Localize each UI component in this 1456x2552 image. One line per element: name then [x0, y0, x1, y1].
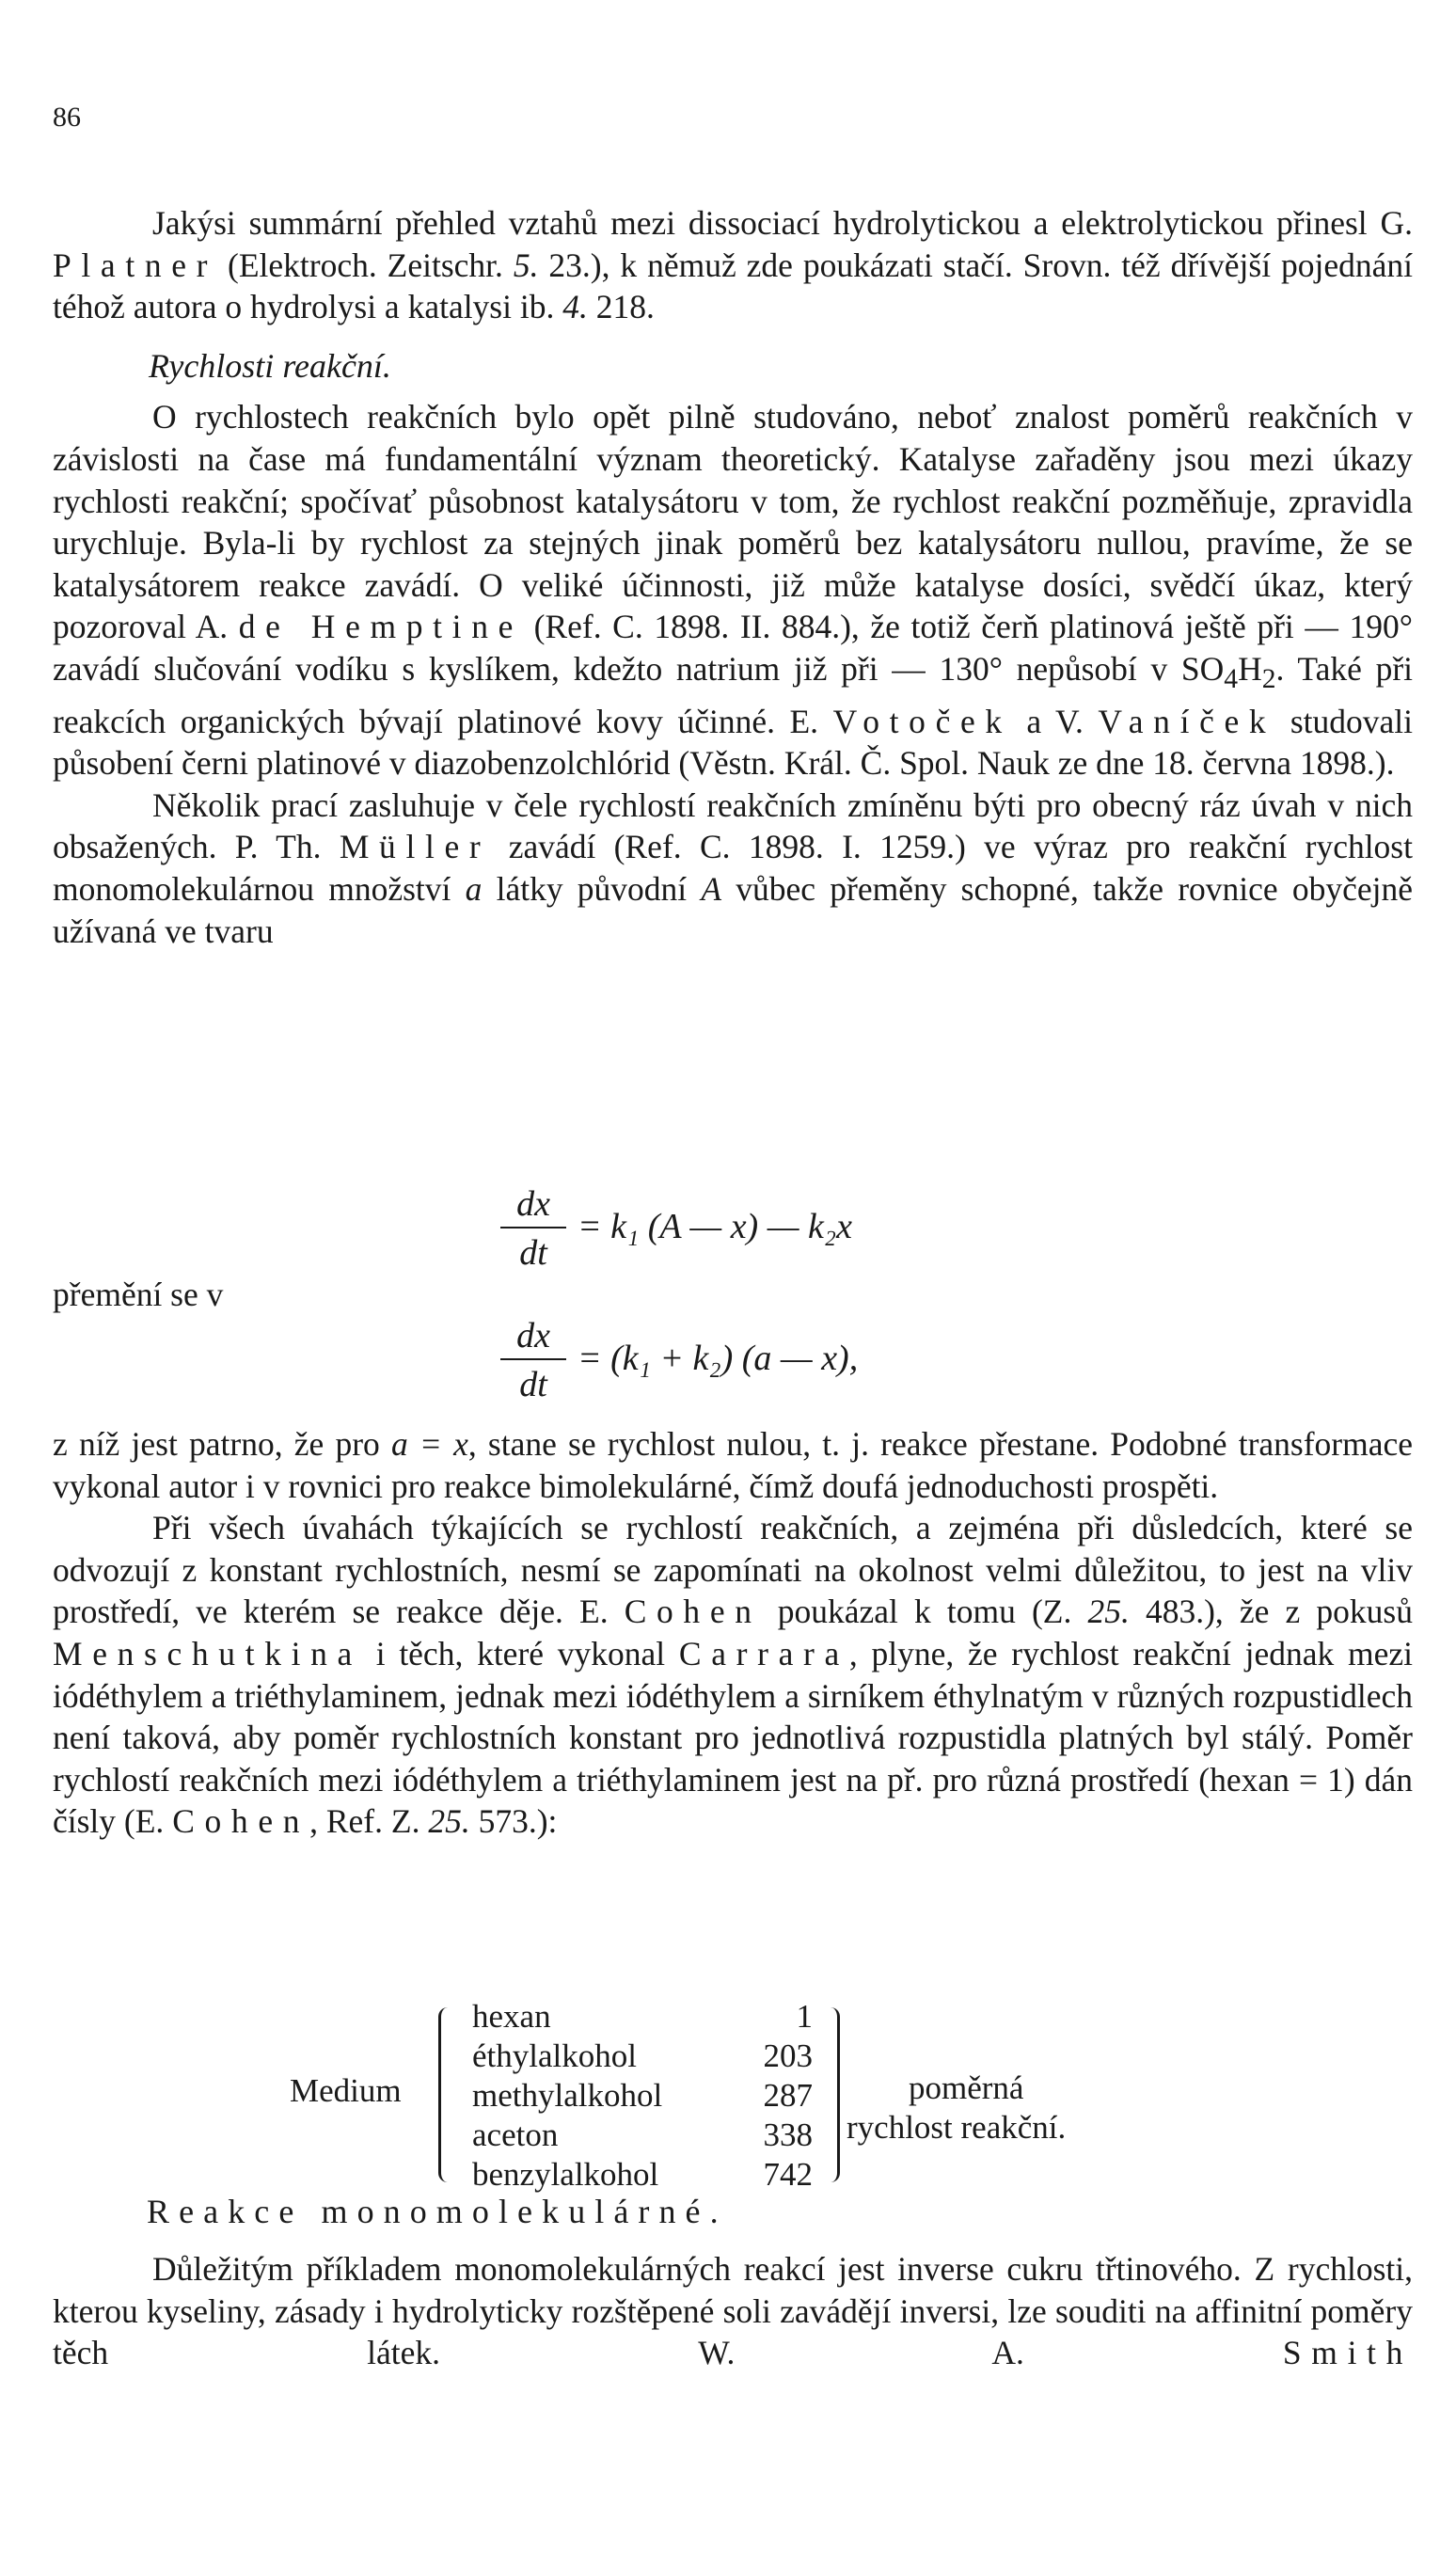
table-right-label-1: poměrná: [909, 2069, 1024, 2106]
formula-h: H: [1238, 649, 1262, 688]
p5-text-6: , Ref. Z.: [309, 1802, 429, 1841]
table-row-value: 1: [796, 1998, 813, 2035]
left-brace: [438, 2007, 454, 2182]
p1-text-3: 23.), k němuž zde poukázati stačí. Srovn. též dřívější pojednání téhož autora o hydrolysi a katalysi ib.: [53, 246, 1413, 326]
eq2-denominator: dt: [519, 1365, 547, 1404]
p3-text: Několik prací zasluhuje v čele rychlostí reakčních zmíněnu býti pro obecný ráz úvah v nich obsažených. P. Th.: [53, 785, 1413, 866]
p5-text-2: poukázal k tomu (Z.: [761, 1593, 1088, 1631]
author-votocek: Votoček: [832, 702, 1012, 740]
p5-text-3: 483.), že z pokusů: [1129, 1593, 1413, 1631]
p2-text: O rychlostech reakčních bylo opět pilně studováno, neboť znalost poměrů reakčních v závislosti na čase má fundamentální význam theoretický. Katalyse zařaděny jsou mezi úkazy rychlosti reakční; spočívať působnost katalysátoru v tom, že rychlost reakční pozměňuje, zpravidla urychluje. Byla-li by rychlost za stejných jinak poměrů bez katalysátoru nullou, pravíme, že se katalysátorem reakce zavádí. O veliké účinnosti, již může katalyse dosíci, svědčí úkaz, který pozoroval A.: [53, 398, 1413, 646]
table-row-name: éthylalkohol: [472, 2037, 637, 2074]
fraction-bar: [500, 1227, 566, 1228]
paragraph-5: [53, 1507, 1413, 1843]
volume-number: 5.: [513, 246, 539, 284]
p4-text-2: , stane se rychlost nulou, t. j. reakce přestane. Podobné transformace vykonal autor i v rovnici pro reakce bimolekulárné, čímž doufá jednoduchosti prospěti.: [53, 1425, 1414, 1505]
author-menschutkina: Menschutkina: [53, 1634, 362, 1672]
right-brace: [824, 2007, 840, 2182]
author-vanicek: Vaníček: [1098, 702, 1276, 740]
p3-text-3: látky původní: [482, 870, 702, 908]
p2-text-4: a V.: [1011, 702, 1099, 740]
table-row-name: hexan: [472, 1998, 551, 2035]
symbol-A: A: [701, 870, 722, 908]
p2-text-3: . Také při reakcích organických bývají platinové kovy účinné. E.: [53, 649, 1414, 740]
author-hemptine: de Hemptine: [238, 608, 523, 646]
author-platner: Platner: [53, 246, 218, 284]
page-number: 86: [53, 102, 81, 133]
table-right-label-2: rychlost reakční.: [847, 2109, 1067, 2146]
volume-number-2: 4.: [562, 288, 588, 326]
paragraph-2: [53, 396, 1413, 784]
section-heading-rates: [53, 345, 1413, 388]
fraction-bar: [500, 1358, 566, 1360]
heading-rychlosti: Rychlosti reakční.: [149, 346, 391, 385]
label-premeni: přemění se v: [53, 1276, 224, 1313]
p4-text: z níž jest patrno, že pro: [53, 1425, 391, 1463]
author-muller: Müller: [339, 828, 491, 866]
p2-text-2: (Ref. C. 1898. II. 884.), že totiž čerň platinová ještě při — 190° zavádí slučování vodíku s kyslíkem, kdežto natrium již při — 130° nepůsobí v SO: [53, 608, 1413, 688]
eq1-right-side: = k₁ (A — x) — k₂x: [578, 1207, 852, 1246]
body-text-middle: [53, 1423, 1413, 1843]
eq1-numerator: dx: [516, 1184, 550, 1224]
p5-text: Při všech úvahách týkajících se rychlostí reakčních, a zejména při důsledcích, které se odvozují z konstant rychlostních, nesmí se zapomínati na okolnost velmi důležitou, to jest na vliv prostředí, ve kterém se reakce děje. E.: [53, 1509, 1413, 1631]
table-row-value: 338: [763, 2116, 813, 2153]
paragraph-3: [53, 785, 1413, 952]
equation-2-fraction: [500, 1315, 566, 1405]
p1-text-2: (Elektroch. Zeitschr.: [217, 246, 514, 284]
symbol-a: a: [465, 870, 483, 908]
eq2-right-side: = (k₁ + k₂) (a — x),: [578, 1339, 859, 1378]
body-text-top: [53, 202, 1413, 952]
table-row-name: benzylalkohol: [472, 2156, 659, 2193]
eq2-numerator: dx: [516, 1316, 550, 1355]
paragraph-6: [53, 2248, 1413, 2374]
author-cohen-2: Cohen: [172, 1802, 310, 1841]
table-row-name: methylalkohol: [472, 2077, 663, 2114]
author-smith: Smith: [1282, 2334, 1413, 2372]
table-row-value: 287: [763, 2077, 813, 2114]
paragraph-1: [53, 202, 1413, 328]
p2-text-5: studovali působení černi platinové v diazobenzolchlórid (Věstn. Král. Č. Spol. Nauk ze dne 18. června 1898.).: [53, 702, 1413, 783]
subscript-4: 4: [1224, 664, 1239, 695]
volume-25: 25.: [1087, 1593, 1130, 1631]
p5-text-5: , plyne, že rychlost reakční jednak mezi iódéthylem a triéthylaminem, jednak mezi iódéthylem a sirníkem éthylnatým v různých rozpustidlech není taková, aby poměr rychlostních konstant pro jednotlivá rozpustidla platných byl stálý. Poměr rychlostí reakčních mezi iódéthylem a triéthylaminem jest na př. pro různá prostředí (hexan = 1) dán čísly (E.: [53, 1634, 1413, 1841]
table-row-value: 203: [763, 2037, 813, 2074]
p5-text-7: 573.):: [469, 1802, 558, 1841]
equation-1-fraction: [500, 1183, 566, 1274]
table-left-label: Medium: [290, 2072, 402, 2109]
table-row-name: aceton: [472, 2116, 559, 2153]
author-carrara: Carrara: [678, 1634, 849, 1672]
paragraph-4: [53, 1423, 1413, 1507]
inline-equation: a = x: [390, 1425, 468, 1463]
table-row-value: 742: [763, 2156, 813, 2193]
p1-text: Jakýsi summární přehled vztahů mezi dissociací hydrolytickou a elektrolytickou přinesl G.: [152, 204, 1413, 242]
author-cohen: Cohen: [624, 1593, 762, 1631]
subscript-2: 2: [1261, 664, 1276, 695]
p6-text: Důležitým příkladem monomolekulárných reakcí jest inverse cukru třtinového. Z rychlosti, kterou kyseliny, zásady i hydrolyticky rozštěpené soli zavádějí inversi, lze souditi na affinitní poměry těch látek. W. A.: [53, 2250, 1413, 2372]
section-heading-monomolecular: Reakce monomolekulárné.: [147, 2193, 728, 2230]
volume-25-b: 25.: [428, 1802, 470, 1841]
p3-text-4: vůbec přeměny schopné, takže rovnice obyčejně užívaná ve tvaru: [53, 870, 1413, 950]
p1-text-4: 218.: [587, 288, 655, 326]
body-text-bottom: [53, 2248, 1413, 2374]
eq1-denominator: dt: [519, 1233, 547, 1273]
p3-text-2: zavádí (Ref. C. 1898. I. 1259.) ve výraz pro reakční rychlost monomolekulárnou množství: [53, 828, 1413, 908]
p5-text-4: i těch, které vykonal: [361, 1634, 679, 1672]
